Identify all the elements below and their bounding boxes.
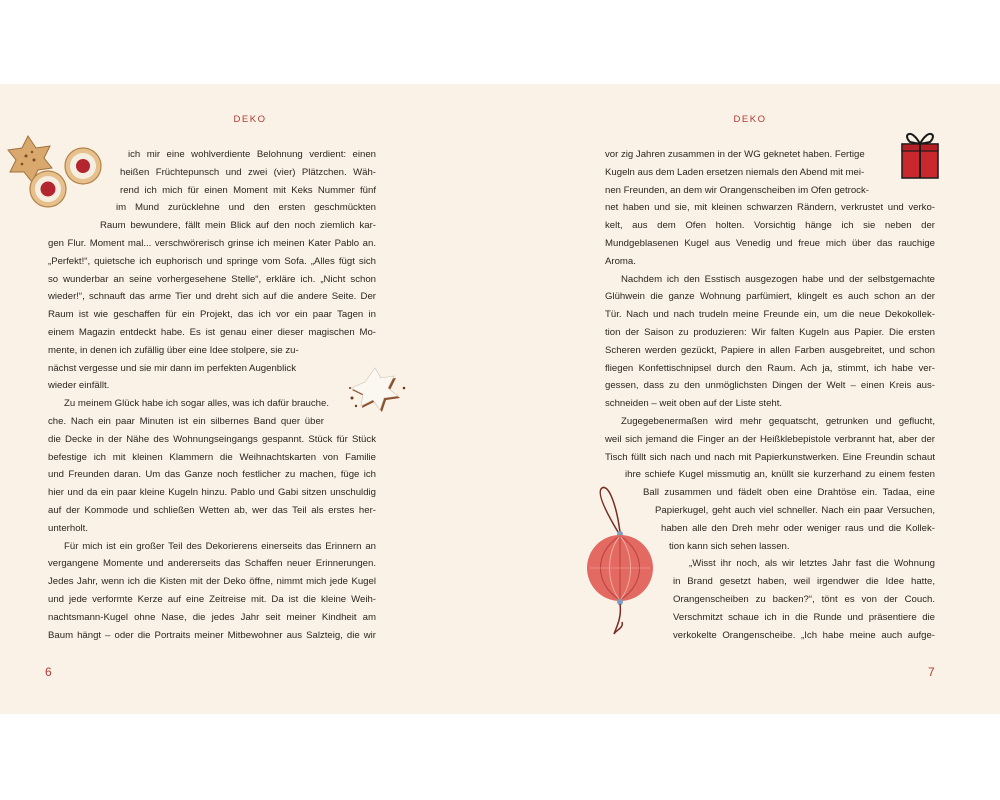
text-line: Orangenscheiben zu backen?“, tönt es von der Couch. [673,593,935,605]
text-line: gessen, dass zu den unmöglichsten Dingen der Welt – einen Kreis aus- [605,380,935,392]
text-line: heißen Früchtepunsch und zwei (vier) Plätzchen. Wäh- [120,166,376,178]
page-number: 7 [928,665,935,679]
text-line: schneiden – weit oben auf der Liste steht. [605,398,783,410]
page-number: 6 [45,665,52,679]
text-line: hier und da ein paar kleine Kugeln hinzu. Pablo und Gabi sitzen unschuldig [48,487,376,499]
text-line: ich mir eine wohlverdiente Belohnung verdient: einen [128,149,376,160]
text-line: unterholt. [48,522,89,534]
left-body-text [48,146,376,644]
text-line: wieder!“, schnauft das arme Tier und dreht sich auf die andere Seite. Der [48,291,376,303]
text-line: Tisch füllt sich nach und nach mit Papierkunstwerken. Eine Freundin schaut [605,451,935,463]
text-line: haben alle den Dreh mehr oder weniger raus und die Kollek- [661,522,935,534]
text-line: Kugeln aus dem Laden ersetzen niemals den Abend mit mei- [605,166,865,178]
text-line: und Freunden daran. Um das Ganze noch festlicher zu machen, füge ich [48,469,376,481]
text-line: verkokelte Orangenscheibe. „Ich habe meine auch aufge- [673,629,935,641]
text-line: Raum bewundere, fällt mein Blick auf den noch ziemlich kar- [100,220,376,232]
text-line: Nachdem ich den Esstisch ausgezogen habe und der selbstgemachte [621,273,935,285]
text-line: Zu meinem Glück habe ich sogar alles, was ich dafür brauche. [64,398,330,410]
text-line: Tür. Nach und nach trudeln meine Freunde ein, um die neue Dekokollek- [605,309,935,321]
text-line: nen Freunden, an dem wir Orangenscheiben im Ofen getrock- [605,184,869,196]
text-line: Verschmitzt schaue ich in die Runde und präsentiere die [673,611,935,623]
running-head: DEKO [233,114,267,125]
text-line: net haben und sie, mit kleinen schwarzen Rändern, verkrustet und verko- [605,202,935,214]
text-line: Für mich ist ein großer Teil des Dekorierens einerseits das Erinnern an [64,540,376,552]
text-line: Mundgeblasenen Kugel aus Venedig und freue mich über das rauchige [605,237,935,249]
paper-ornament-icon [580,482,660,642]
text-line: Papierkugel, geht auch viel schneller. Nach ein paar Versuchen, [655,504,935,516]
text-line: Aroma. [605,255,636,267]
text-line: wieder einfällt. [48,380,110,392]
text-line: nächst vergesse und sie mir dann im perfekten Augenblick [48,362,296,374]
text-line: Ball zusammen und fädelt oben eine Drahtöse ein. Tadaa, eine [643,487,935,499]
text-line: in Brand gesetzt haben, weil irgendwer die Idee hatte, [673,576,935,588]
text-line: Raum ist wie geschaffen für ein Projekt, das ich vor ein paar Tagen in [48,309,376,321]
text-line: tion der Saison zu produzieren: Wir falten Kugeln aus Papier. Die ersten [605,326,935,338]
text-line: Scheren werden gezückt, Papiere in allen Farben ausgebreitet, und schon [605,344,935,356]
text-line: mente, in denen ich zufällig über eine Idee stolpere, sie zu- [48,344,299,356]
text-line: so wunderbar an seine vorhergesehene Stelle“, erkläre ich. „Nicht schon [48,273,376,285]
text-line: vor zig Jahren zusammen in der WG geknetet haben. Fertige [605,149,865,160]
cinnamon-star-icon [346,366,416,416]
text-line: che. Nach ein paar Minuten ist ein silbernes Band quer über [48,415,324,427]
text-line: und jede verformte Kerze auf eine Zeitreise mit. Da ist die kleine Weih- [48,593,376,605]
text-line: „Perfekt!“, quietsche ich euphorisch und springe vom Sofa. „Alles fügt sich [48,255,376,267]
text-line: tion kann sich sehen lassen. [669,540,790,552]
text-line: vergangene Momente und andererseits das Schaffen neuer Erinnerungen. [48,558,376,570]
text-line: rend ich mich für einen Moment mit Keks Nummer fünf [120,184,376,196]
text-line: kelt, aus dem Ofen holten. Vorsichtig hänge ich sie neben der [605,220,935,232]
text-line: Baum hängt – oder die Portraits meiner Mitbewohner aus Salzteig, die wir [48,629,376,641]
text-line: befestige ich mit kleinen Klammern die Weihnachtskarten von Familie [48,451,376,463]
text-line: „Wisst ihr noch, als wir letztes Jahr fast die Wohnung [689,558,935,570]
running-head: DEKO [733,114,767,125]
left-page [0,84,500,714]
text-line: Zugegebenermaßen wird mehr gequatscht, getrunken und geflucht, [621,415,935,427]
text-line: gen Flur. Moment mal... verschwörerisch grinse ich meinen Kater Pablo an. [48,237,376,249]
text-line: weil sich jemand die Finger an der Heißklebepistole verbrannt hat, aber der [605,433,935,445]
right-page [500,84,1000,714]
book-spread [0,84,1000,714]
text-line: auf der Kommode und schließen Wetten ab, wer das Teil als erstes her- [48,504,376,516]
text-line: die Decke in der Nähe des Wohnungseingangs gespannt. Stück für Stück [48,433,376,445]
text-line: ihre schiefe Kugel missmutig an, knüllt sie kurzerhand zu einem festen [625,469,935,481]
text-line: Jedes Jahr, wenn ich die Kisten mit der Deko öffne, nimmt mich jede Kugel [48,576,376,588]
text-line: Glühwein die ganze Wohnung parfümiert, klingelt es auch schon an der [605,291,935,303]
text-line: einem Magazin entdeckt habe. Es ist genau einer dieser magischen Mo- [48,326,376,338]
text-line: nachtsmann-Kugel ohne Nase, die jedes Jahr seit meiner Kindheit am [48,611,376,623]
text-line: im Mund zurücklehne und den ersten geschmückten [116,202,376,214]
text-line: fliegen Konfettischnipsel durch den Raum. Ach ja, stimmt, ich habe ver- [605,362,935,374]
